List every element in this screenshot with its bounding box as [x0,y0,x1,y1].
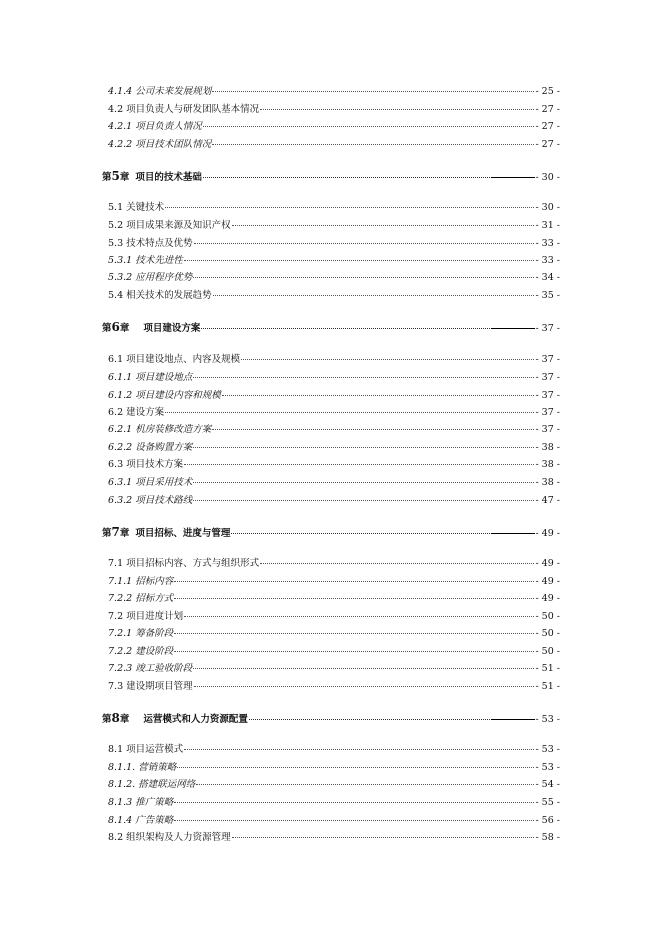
page-number: - 50 - [535,628,560,639]
section-title: 8.1.2. 搭建联运网络 [108,779,196,790]
dot-leader [193,500,534,501]
toc-section-entry[interactable] [108,628,560,640]
section-title: 6.1 项目建设地点、内容及规模 [108,354,241,365]
page-number: - 51 - [535,681,560,692]
dot-leader [212,91,534,92]
toc-chapter-entry[interactable] [102,712,560,726]
solid-leader [491,719,535,720]
dot-leader [174,651,534,652]
chapter-label [102,170,202,184]
toc-section-entry[interactable] [108,202,560,214]
page-number: - 35 - [535,290,560,301]
section-title: 4.2.2 项目技术团队情况 [108,139,212,150]
chapter-suffix: 章 [119,714,130,725]
dot-leader [249,719,491,720]
toc-section-entry[interactable] [108,238,560,250]
toc-section-entry[interactable] [108,86,560,98]
section-title: 5.1 关键技术 [108,202,165,213]
section-title: 6.2.1 机房装修改造方案 [108,424,212,435]
section-title: 5.2 项目成果来源及知识产权 [108,220,231,231]
page-number: - 27 - [535,139,560,150]
page-number: - 53 - [535,762,560,773]
dot-leader [194,686,535,687]
section-title: 7.1.1 招标内容 [108,576,174,587]
page-number: - 37 - [535,407,560,418]
chapter-title: 项目招标、进度与管理 [135,528,231,539]
toc-section-entry[interactable] [108,558,560,570]
page-number: - 37 - [535,372,560,383]
chapter-number: 8 [111,711,120,725]
section-title: 5.3.2 应用程序优势 [108,272,193,283]
section-title: 7.2.1 筹备阶段 [108,628,174,639]
section-title: 6.3.2 项目技术路线 [108,495,193,506]
toc-section-entry[interactable] [108,272,560,284]
dot-leader [213,295,535,296]
chapter-prefix: 第 [102,528,112,539]
dot-leader [184,464,534,465]
page-number: - 51 - [535,663,560,674]
page-number: - 33 - [535,255,560,266]
section-title: 5.4 相关技术的发展趋势 [108,290,212,301]
chapter-title: 项目的技术基础 [135,172,202,183]
toc-section-entry[interactable] [108,681,560,693]
page-number: - 49 - [535,576,560,587]
section-title: 4.2.1 项目负责人情况 [108,121,202,132]
page-number: - 55 - [535,797,560,808]
page-number: - 37 - [535,323,560,334]
toc-section-entry[interactable] [108,220,560,232]
section-title: 6.2.2 设备购置方案 [108,442,193,453]
dot-leader [193,668,534,669]
toc-section-entry[interactable] [108,815,560,827]
section-title: 7.2.2 招标方式 [108,593,174,604]
solid-leader [491,328,535,329]
chapter-prefix: 第 [102,714,112,725]
dot-leader [193,482,534,483]
page-number: - 58 - [535,832,560,843]
dot-leader [174,802,534,803]
chapter-number: 7 [111,525,120,539]
toc-section-entry[interactable] [108,744,560,756]
dot-leader [193,277,534,278]
page-number: - 56 - [535,815,560,826]
toc-chapter-entry[interactable] [102,526,560,540]
dot-leader [174,581,534,582]
toc-section-entry[interactable] [108,372,560,384]
dot-leader [193,447,534,448]
section-title: 6.2 建设方案 [108,407,165,418]
page-number: - 27 - [535,121,560,132]
section-title: 7.1 项目招标内容、方式与组织形式 [108,558,260,569]
section-title: 7.2.3 竣工验收阶段 [108,663,193,674]
chapter-title: 运营模式和人力资源配置 [143,714,248,725]
toc-section-entry[interactable] [108,104,560,116]
dot-leader [260,109,534,110]
page-number: - 50 - [535,611,560,622]
page-number: - 37 - [535,424,560,435]
section-title: 7.2 项目进度计划 [108,611,184,622]
chapter-label [102,321,200,335]
toc-section-entry[interactable] [108,424,560,436]
dot-leader [196,784,534,785]
page-number: - 49 - [535,528,560,539]
section-title: 7.2.2 建设阶段 [108,646,174,657]
dot-leader [231,533,490,534]
page-number: - 31 - [535,220,560,231]
chapter-number: 6 [111,320,120,334]
dot-leader [260,563,534,564]
page-number: - 30 - [535,202,560,213]
section-title: 4.1.4 公司未来发展规划 [108,86,212,97]
toc-section-entry[interactable] [108,779,560,791]
toc-section-entry[interactable] [108,290,560,302]
page-number: - 30 - [535,172,560,183]
page-number: - 47 - [535,495,560,506]
dot-leader [165,412,534,413]
dot-leader [184,616,534,617]
chapter-number: 5 [111,169,120,183]
toc-section-entry[interactable] [108,442,560,454]
toc-section-entry[interactable] [108,797,560,809]
chapter-suffix: 章 [119,323,130,334]
section-title: 8.1 项目运营模式 [108,744,184,755]
dot-leader [212,429,534,430]
dot-leader [194,243,535,244]
solid-leader [491,533,535,534]
toc-section-entry[interactable] [108,832,560,844]
dot-leader [241,359,534,360]
toc-section-entry[interactable] [108,762,560,774]
toc-section-entry[interactable] [108,477,560,489]
page-number: - 37 - [535,354,560,365]
page-number: - 37 - [535,390,560,401]
toc-section-entry[interactable] [108,139,560,151]
page-number: - 49 - [535,558,560,569]
dot-leader [203,126,535,127]
chapter-prefix: 第 [102,323,112,334]
toc-section-entry[interactable] [108,576,560,588]
section-title: 6.1.1 项目建设地点 [108,372,193,383]
toc-section-entry[interactable] [108,255,560,267]
dot-leader [222,395,535,396]
dot-leader [212,144,534,145]
section-title: 8.1.1. 营销策略 [108,762,177,773]
page-number: - 38 - [535,442,560,453]
chapter-prefix: 第 [102,172,112,183]
page-number: - 53 - [535,744,560,755]
dot-leader [193,377,534,378]
page-number: - 38 - [535,459,560,470]
section-title: 6.1.2 项目建设内容和规模 [108,390,221,401]
page-number: - 50 - [535,646,560,657]
dot-leader [201,328,490,329]
toc-section-entry[interactable] [108,354,560,366]
section-title: 8.1.4 广告策略 [108,815,174,826]
page-number: - 34 - [535,272,560,283]
dot-leader [174,820,534,821]
toc-section-entry[interactable] [108,593,560,605]
toc-chapter-entry[interactable] [102,170,560,184]
page-number: - 38 - [535,477,560,488]
section-title: 5.3 技术特点及优势 [108,238,193,249]
solid-leader [491,177,535,178]
chapter-suffix: 章 [119,172,130,183]
toc-section-entry[interactable] [108,495,560,507]
chapter-suffix: 章 [119,528,130,539]
toc-chapter-entry[interactable] [102,321,560,335]
section-title: 4.2 项目负责人与研发团队基本情况 [108,104,260,115]
chapter-label [102,712,248,726]
page-number: - 49 - [535,593,560,604]
toc-section-entry[interactable] [108,646,560,658]
dot-leader [184,749,534,750]
section-title: 8.2 组织架构及人力资源管理 [108,832,231,843]
toc-section-entry[interactable] [108,459,560,471]
page-number: - 25 - [535,86,560,97]
dot-leader [232,225,535,226]
section-title: 6.3.1 项目采用技术 [108,477,193,488]
chapter-title: 项目建设方案 [143,323,201,334]
page-number: - 33 - [535,238,560,249]
toc-section-entry[interactable] [108,663,560,675]
page-number: - 54 - [535,779,560,790]
dot-leader [177,767,534,768]
section-title: 7.3 建设期项目管理 [108,681,193,692]
toc-section-entry[interactable] [108,611,560,623]
page-number: - 53 - [535,714,560,725]
toc-section-entry[interactable] [108,407,560,419]
toc-section-entry[interactable] [108,121,560,133]
chapter-label [102,526,230,540]
section-title: 8.1.3 推广策略 [108,797,174,808]
dot-leader [174,598,534,599]
page-number: - 27 - [535,104,560,115]
section-title: 5.3.1 技术先进性 [108,255,183,266]
dot-leader [203,177,491,178]
dot-leader [165,207,534,208]
toc-section-entry[interactable] [108,390,560,402]
section-title: 6.3 项目技术方案 [108,459,184,470]
dot-leader [184,260,535,261]
dot-leader [232,837,535,838]
dot-leader [174,633,534,634]
